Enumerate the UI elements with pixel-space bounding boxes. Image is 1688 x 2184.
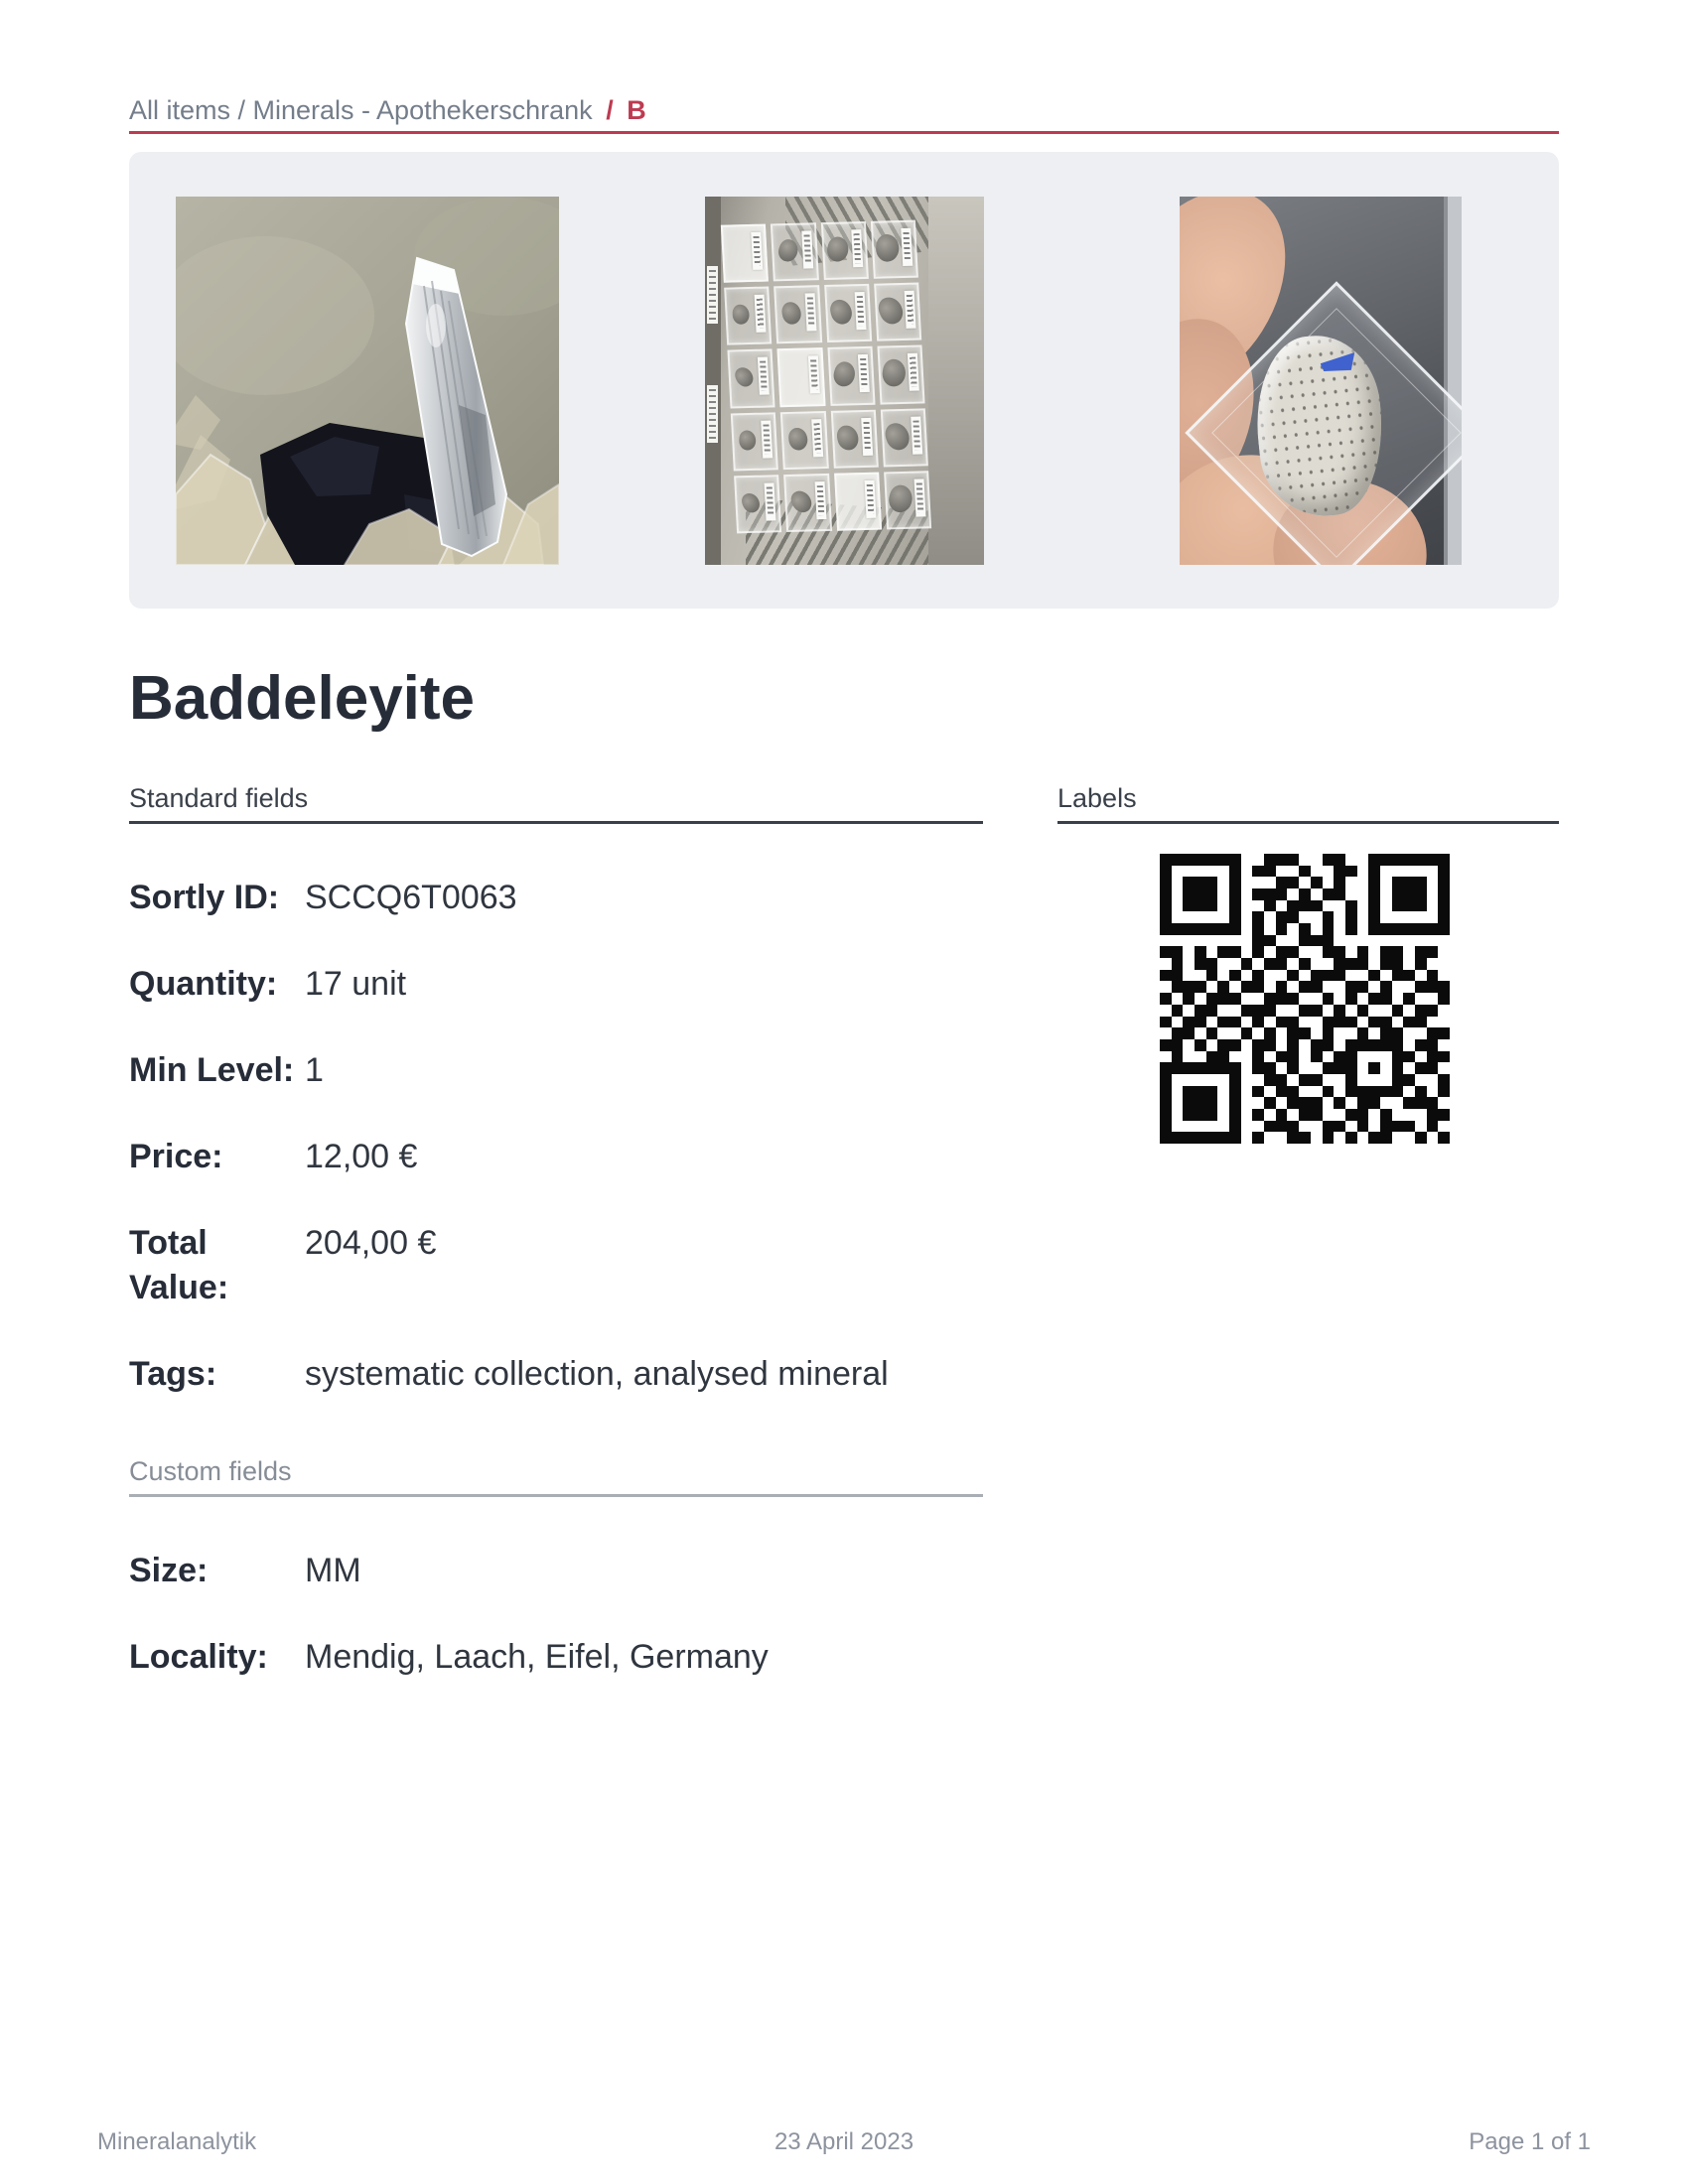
- drawer-back-wall: [928, 197, 984, 565]
- field-label: Locality:: [129, 1638, 268, 1676]
- macro-crystal-illustration: [176, 197, 559, 565]
- field-row-min-level: [129, 1048, 983, 1093]
- gallery-cell: [129, 152, 606, 609]
- photo-macro-crystal: [176, 197, 559, 565]
- specimen-grid: [720, 219, 930, 533]
- breadcrumb-current-item: B: [627, 95, 646, 125]
- breadcrumb: [129, 0, 1559, 134]
- field-value: systematic collection, analysed mineral: [305, 1355, 889, 1393]
- breadcrumb-path: All items / Minerals - Apothekerschrank: [129, 95, 593, 125]
- photo-specimen-box: [1180, 197, 1462, 565]
- field-row-size: [129, 1549, 983, 1593]
- custom-fields-list: [129, 1549, 983, 1680]
- page-title: Baddeleyite: [129, 664, 476, 733]
- drawer-side-label: [707, 385, 718, 443]
- footer-page-number: Page 1 of 1: [1469, 2128, 1591, 2155]
- standard-fields-heading: Standard fields: [129, 781, 983, 824]
- standard-fields-list: [129, 876, 983, 1397]
- field-value: SCCQ6T0063: [305, 879, 517, 916]
- field-value: MM: [305, 1552, 361, 1589]
- footer-date: 23 April 2023: [774, 2128, 914, 2155]
- drawer-side-label: [707, 266, 718, 324]
- field-value: 12,00 €: [305, 1138, 418, 1175]
- labels-heading: Labels: [1057, 781, 1559, 824]
- photo-collection-drawer: [705, 197, 984, 565]
- field-label: Price:: [129, 1138, 223, 1175]
- field-label: Sortly ID:: [129, 879, 280, 916]
- field-label: Tags:: [129, 1355, 217, 1393]
- field-value: Mendig, Laach, Eifel, Germany: [305, 1638, 769, 1676]
- gallery-cell: [606, 152, 1082, 609]
- field-label: Min Level:: [129, 1051, 295, 1089]
- field-row-locality: [129, 1635, 983, 1680]
- photo-gallery: [129, 152, 1559, 609]
- background-edge: [1444, 197, 1462, 565]
- page-footer: [97, 2128, 1591, 2156]
- breadcrumb-separator: /: [606, 95, 614, 125]
- field-label: Quantity:: [129, 965, 278, 1003]
- field-row-sortly-id: [129, 876, 983, 920]
- qr-code: [1160, 854, 1450, 1144]
- field-row-quantity: [129, 962, 983, 1007]
- drawer-side-wall: [705, 197, 721, 565]
- field-value: 1: [305, 1051, 324, 1089]
- footer-company: Mineralanalytik: [97, 2128, 257, 2155]
- field-value: 17 unit: [305, 965, 407, 1003]
- custom-fields-heading: Custom fields: [129, 1454, 983, 1497]
- field-label: Total Value:: [129, 1224, 229, 1306]
- field-row-total-value: [129, 1221, 983, 1310]
- field-value: 204,00 €: [305, 1224, 437, 1262]
- field-row-price: [129, 1135, 983, 1179]
- gallery-cell: [1082, 152, 1559, 609]
- field-row-tags: [129, 1352, 983, 1397]
- field-label: Size:: [129, 1552, 209, 1589]
